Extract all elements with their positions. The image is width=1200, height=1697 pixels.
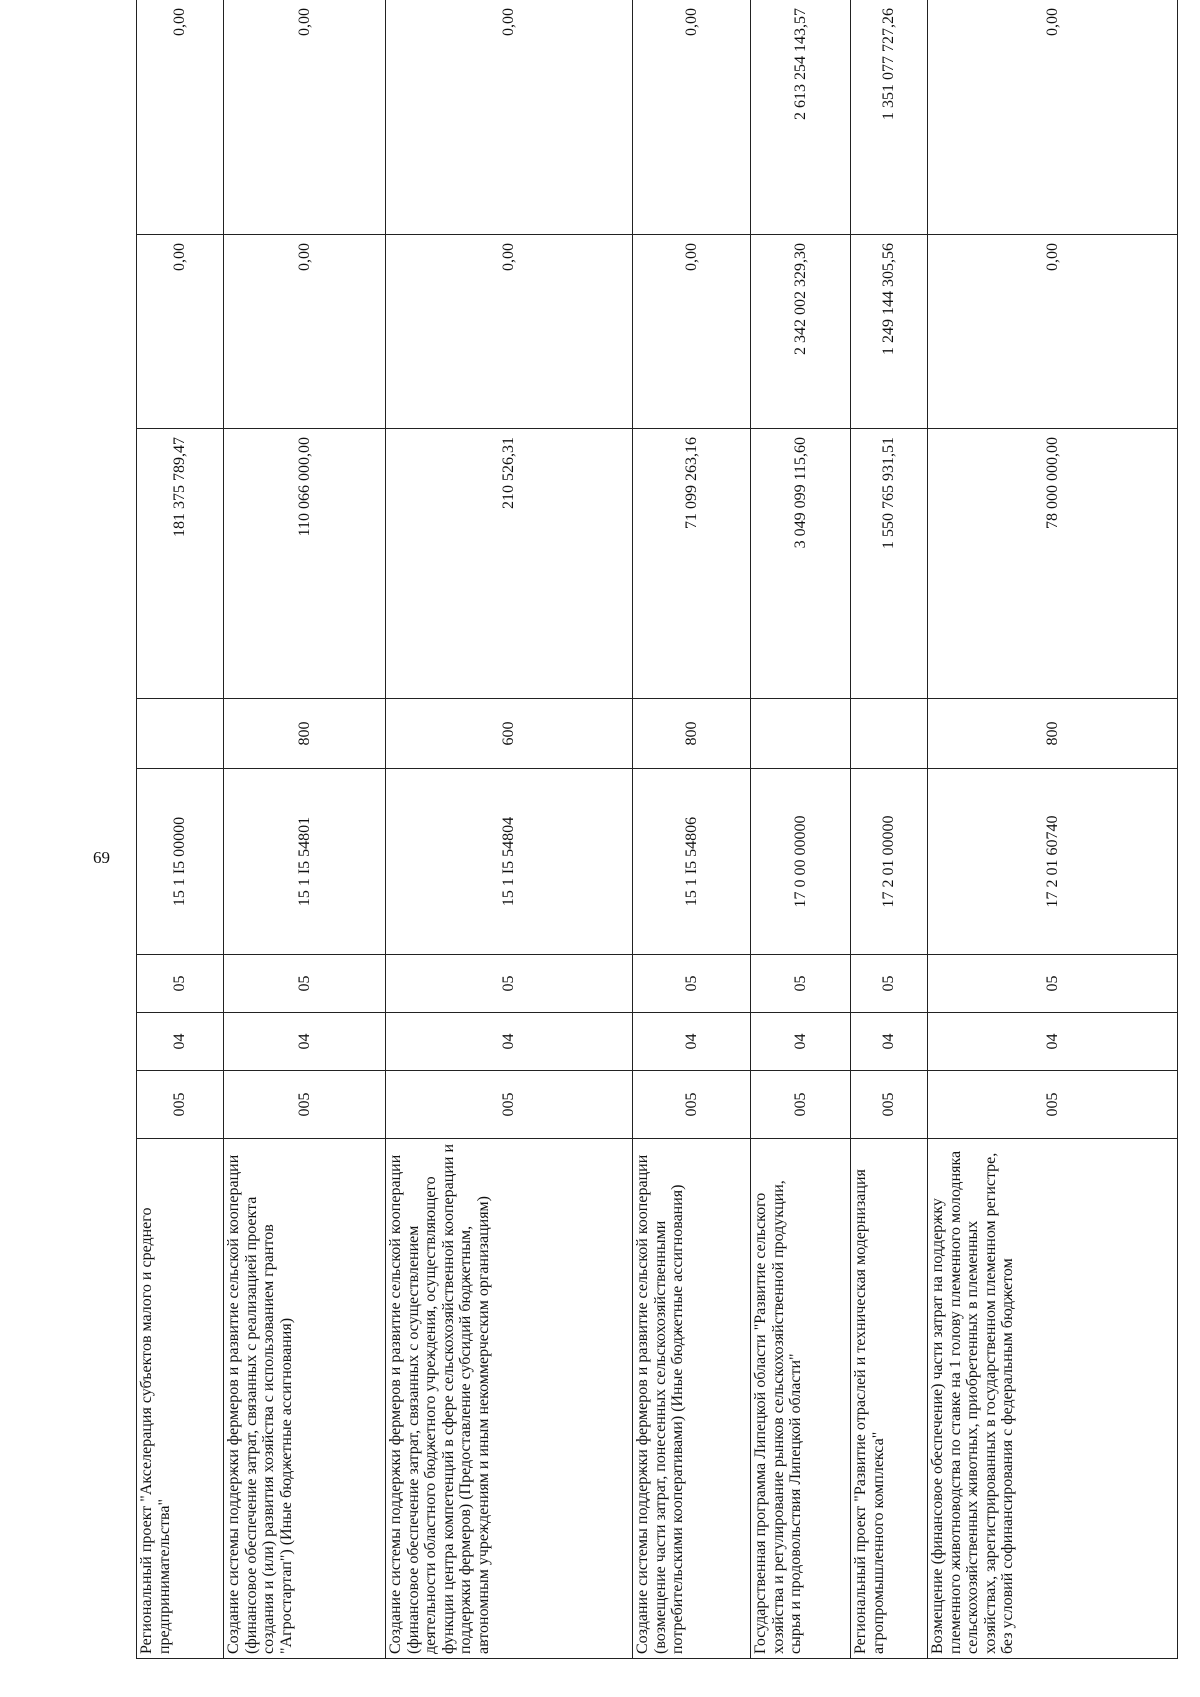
target-article-code: 15 1 I5 54804: [386, 769, 633, 955]
expense-type-code: 600: [386, 699, 633, 769]
admin-code: 005: [851, 1071, 928, 1139]
subsection-code: 05: [224, 955, 386, 1013]
row-description: Региональный проект "Акселерация субъектов малого и среднего предпринимательства": [137, 1139, 224, 1659]
admin-code: 005: [633, 1071, 751, 1139]
amount-year-1: 210 526,31: [386, 429, 633, 699]
target-article-code: 17 2 01 60740: [928, 769, 1178, 955]
table-row: [851, 0, 928, 1659]
target-article-code: 15 1 I5 00000: [137, 769, 224, 955]
target-article-code: 17 2 01 00000: [851, 769, 928, 955]
table-row: [633, 0, 751, 1659]
row-description: Создание системы поддержки фермеров и развитие сельской кооперации (возмещение части затрат, понесенных сельскохозяйственными потребительскими кооперативами) (Иные бюджетные ассигнования): [633, 1139, 751, 1659]
row-description: Создание системы поддержки фермеров и развитие сельской кооперации (финансовое обеспечение затрат, связанных с осуществлением деятельности областного бюджетного учреждения, осуществляющего функции центра компетенций в сфере сельскохозяйственной кооперации и поддержки фермеров) (Предоставление субсидий бюджетным, автономным учреждениям и иным некоммерческим организациям): [386, 1139, 633, 1659]
subsection-code: 05: [928, 955, 1178, 1013]
budget-table: [136, 0, 1178, 1659]
amount-year-3: 0,00: [633, 0, 751, 235]
subsection-code: 05: [751, 955, 851, 1013]
amount-year-2: 0,00: [633, 235, 751, 429]
amount-year-3: 1 351 077 727,26: [851, 0, 928, 235]
rotated-page: [136, 0, 1177, 1659]
amount-year-3: 0,00: [137, 0, 224, 235]
table-row: [751, 0, 851, 1659]
section-code: 04: [224, 1013, 386, 1071]
amount-year-2: 1 249 144 305,56: [851, 235, 928, 429]
admin-code: 005: [386, 1071, 633, 1139]
row-description: Создание системы поддержки фермеров и развитие сельской кооперации (финансовое обеспечение затрат, связанных с реализацией проекта создания и (или) развития хозяйства с использованием грантов "Агростартап") (Иные бюджетные ассигнования): [224, 1139, 386, 1659]
page-number: 69: [93, 848, 110, 867]
amount-year-2: 0,00: [386, 235, 633, 429]
section-code: 04: [137, 1013, 224, 1071]
section-code: 04: [851, 1013, 928, 1071]
amount-year-1: 78 000 000,00: [928, 429, 1178, 699]
expense-type-code: 800: [633, 699, 751, 769]
expense-type-code: [851, 699, 928, 769]
subsection-code: 05: [851, 955, 928, 1013]
amount-year-2: 0,00: [928, 235, 1178, 429]
amount-year-2: 0,00: [224, 235, 386, 429]
amount-year-3: 0,00: [386, 0, 633, 235]
section-code: 04: [386, 1013, 633, 1071]
amount-year-1: 1 550 765 931,51: [851, 429, 928, 699]
amount-year-1: 71 099 263,16: [633, 429, 751, 699]
amount-year-3: 0,00: [224, 0, 386, 235]
expense-type-code: [751, 699, 851, 769]
subsection-code: 05: [633, 955, 751, 1013]
expense-type-code: 800: [928, 699, 1178, 769]
row-description: Возмещение (финансовое обеспечение) части затрат на поддержку племенного животноводства по ставке на 1 голову племенного молодняка сельскохозяйственных животных, приобретенных в племенных хозяйствах, зарегистрированных в государственном племенном регистре, без условий софинансирования с федеральным бюджетом: [928, 1139, 1178, 1659]
target-article-code: 15 1 I5 54806: [633, 769, 751, 955]
table-row: [386, 0, 633, 1659]
amount-year-2: 2 342 002 329,30: [751, 235, 851, 429]
section-code: 04: [928, 1013, 1178, 1071]
amount-year-2: 0,00: [137, 235, 224, 429]
table-row: [224, 0, 386, 1659]
table-row: [137, 0, 224, 1659]
admin-code: 005: [224, 1071, 386, 1139]
subsection-code: 05: [137, 955, 224, 1013]
table-row: [928, 0, 1178, 1659]
expense-type-code: 800: [224, 699, 386, 769]
amount-year-1: 181 375 789,47: [137, 429, 224, 699]
subsection-code: 05: [386, 955, 633, 1013]
section-code: 04: [633, 1013, 751, 1071]
admin-code: 005: [137, 1071, 224, 1139]
expense-type-code: [137, 699, 224, 769]
amount-year-1: 110 066 000,00: [224, 429, 386, 699]
amount-year-1: 3 049 099 115,60: [751, 429, 851, 699]
row-description: Государственная программа Липецкой области "Развитие сельского хозяйства и регулирование рынков сельскохозяйственной продукции, сырья и продовольствия Липецкой области": [751, 1139, 851, 1659]
target-article-code: 17 0 00 00000: [751, 769, 851, 955]
amount-year-3: 2 613 254 143,57: [751, 0, 851, 235]
amount-year-3: 0,00: [928, 0, 1178, 235]
admin-code: 005: [751, 1071, 851, 1139]
admin-code: 005: [928, 1071, 1178, 1139]
row-description: Региональный проект "Развитие отраслей и техническая модернизация агропромышленного комплекса": [851, 1139, 928, 1659]
target-article-code: 15 1 I5 54801: [224, 769, 386, 955]
section-code: 04: [751, 1013, 851, 1071]
